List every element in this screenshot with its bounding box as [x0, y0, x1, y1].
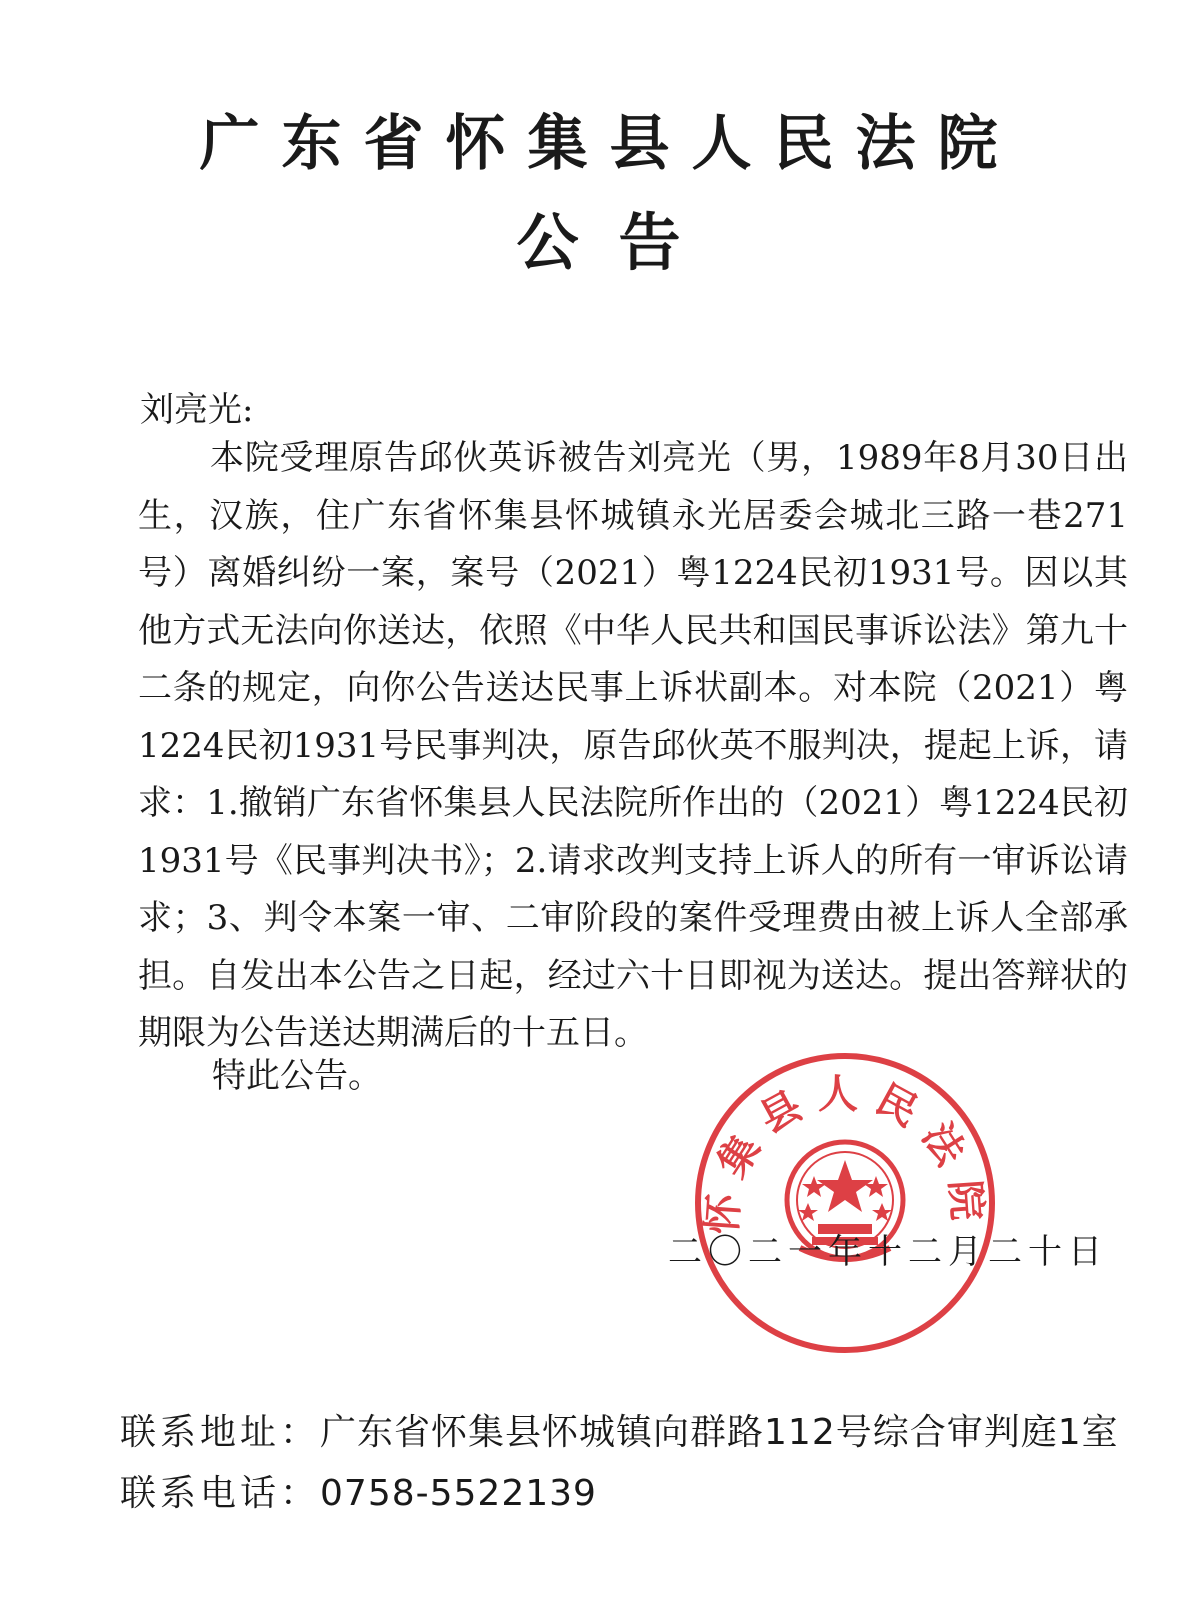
- contact-phone-value: 0758-5522139: [320, 1473, 597, 1514]
- addressee: 刘亮光:: [140, 390, 254, 430]
- document-type-heading: 公告: [516, 206, 721, 279]
- svg-text:怀集县人民法院: 怀集县人民法院: [699, 1071, 991, 1236]
- contact-phone-label: 联系电话：: [120, 1473, 321, 1514]
- contact-address-value: 广东省怀集县怀城镇向群路112号综合审判庭1室: [320, 1412, 1119, 1453]
- court-name-heading: 广东省怀集县人民法院: [199, 109, 1020, 179]
- issue-date: 二〇二一年十二月二十日: [668, 1232, 1108, 1272]
- closing-phrase: 特此公告。: [212, 1056, 382, 1096]
- contact-address-label: 联系地址：: [120, 1412, 321, 1453]
- contact-address-line: [120, 1409, 1119, 1457]
- contact-phone-line: [120, 1470, 597, 1518]
- notice-body: 本院受理原告邱伙英诉被告刘亮光（男，1989年8月30日出生，汉族，住广东省怀集县怀城镇永光居委会城北三路一巷271号）离婚纠纷一案，案号（2021）粤1224民初1931号。因以其他方式无法向你送达，依照《中华人民共和国民事诉讼法》第九十二条的规定，向你公告送达民事上诉状副本。对本院（2021）粤1224民初1931号民事判决，原告邱伙英不服判决，提起上诉，请求：1.撤销广东省怀集县人民法院所作出的（2021）粤1224民初1931号《民事判决书》；2.请求改判支持上诉人的所有一审诉讼请求；3、判令本案一审、二审阶段的案件受理费由被上诉人全部承担。自发出本公告之日起，经过六十日即视为送达。提出答辩状的期限为公告送达期满后的十五日。: [138, 438, 1128, 1053]
- court-seal-stamp: [690, 1048, 1000, 1358]
